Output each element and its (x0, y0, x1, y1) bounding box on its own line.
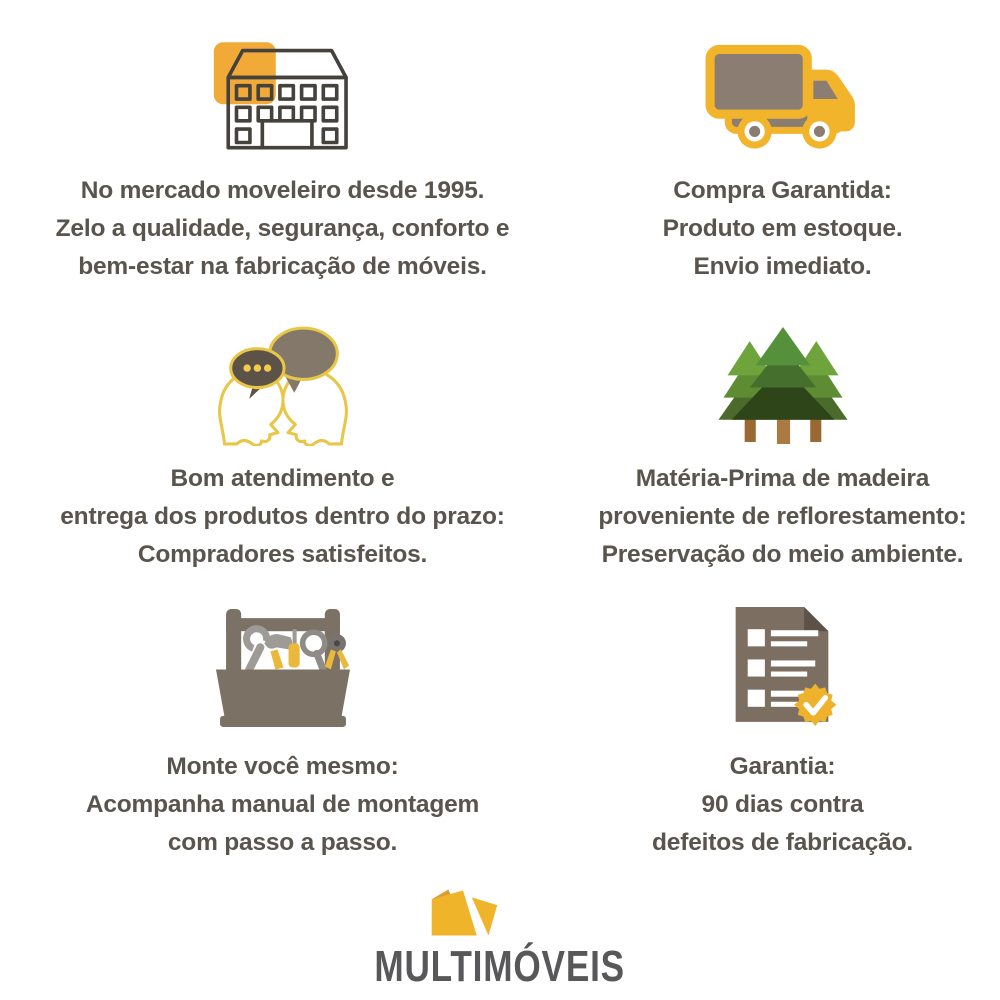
delivery-truck-icon (702, 30, 864, 158)
feature-text-line: Envio imediato. (693, 253, 872, 280)
feature-text-line: Bom atendimento e (170, 465, 395, 492)
feature-guaranteed-purchase (565, 30, 1000, 286)
feature-text-line: Garantia: (729, 753, 836, 780)
feature-text (60, 460, 505, 574)
feature-text (663, 172, 903, 286)
feature-text-line: bem-estar na fabricação de móveis. (78, 253, 487, 280)
feature-text (86, 748, 479, 862)
feature-text (56, 172, 510, 286)
feature-text-line: Compra Garantida: (673, 177, 892, 204)
feature-text-line: entrega dos produtos dentro do prazo: (60, 503, 505, 530)
feature-text-line: 90 dias contra (701, 791, 864, 818)
feature-text-line: com passo a passo. (167, 829, 398, 856)
feature-text-line: defeitos de fabricação. (652, 829, 913, 856)
feature-text-line: Produto em estoque. (662, 215, 903, 242)
toolbox-icon (199, 606, 367, 734)
feature-text-line: Preservação do meio ambiente. (601, 541, 964, 568)
pine-trees-icon (707, 318, 859, 446)
feature-text (598, 460, 966, 574)
building-icon (204, 30, 362, 158)
feature-self-assembly (0, 606, 565, 862)
feature-text-line: Matéria-Prima de madeira (635, 465, 930, 492)
brand-footer (0, 884, 1000, 992)
feature-text-line: proveniente de reflorestamento: (598, 503, 967, 530)
warranty-checklist-icon (707, 606, 859, 734)
feature-text-line: No mercado moveleiro desde 1995. (80, 177, 485, 204)
feature-text-line: Zelo a qualidade, segurança, conforto e (55, 215, 510, 242)
feature-text-line: Monte você mesmo: (166, 753, 399, 780)
feature-raw-material (565, 318, 1000, 574)
feature-history (0, 30, 565, 286)
feature-text-line: Compradores satisfeitos. (137, 541, 428, 568)
brand-wordmark: MULTIMÓVEIS (374, 942, 626, 991)
feature-warranty (565, 606, 1000, 862)
feature-text (652, 748, 913, 862)
multimoveis-logo-icon (420, 884, 508, 940)
feature-customer-service (0, 318, 565, 574)
conversation-icon (206, 318, 360, 446)
feature-text-line: Acompanha manual de montagem (85, 791, 480, 818)
